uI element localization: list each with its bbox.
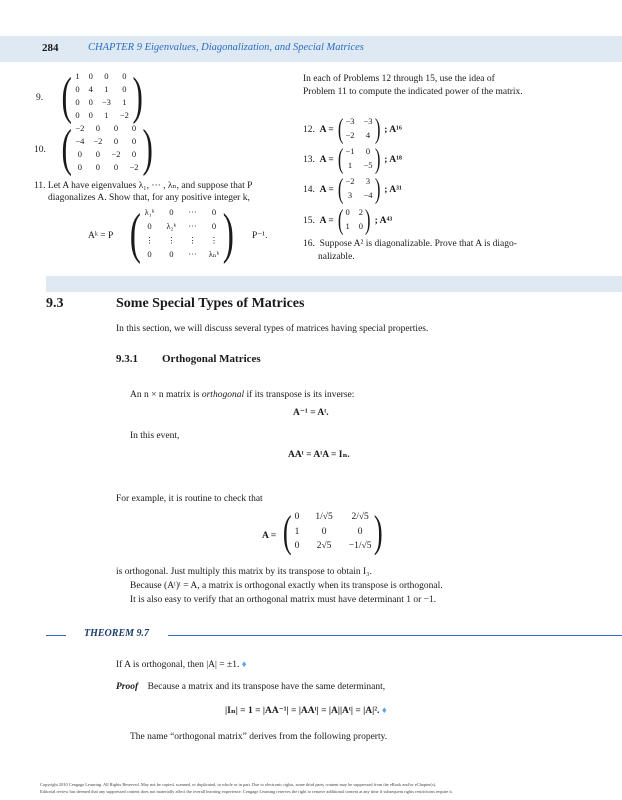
matrix-entry: −2: [75, 123, 85, 133]
footer-copyright-2: Editorial review has deemed that any suppressed content does not materially affect the overall learning experience. Cengage Learning reserves the right to remove additional content at any time if subsequent rights restrictions require it.: [40, 789, 453, 794]
problem-label: 10.: [34, 145, 46, 155]
matrix-entry: 0: [147, 249, 152, 259]
matrix-entry: 1: [75, 71, 80, 81]
matrix-entry: 0: [131, 136, 137, 146]
footer-copyright-1: Copyright 2010 Cengage Learning. All Rights Reserved. May not be copied, scanned, or duplicated, in whole or in part. Due to electronic rights, some third party content may be suppressed from the eBook and/or eChapter(s).: [40, 782, 437, 787]
matrix-entry: 3: [365, 176, 371, 186]
matrix-entry: ⋮: [209, 235, 219, 245]
def-pre: An n × n matrix is: [130, 390, 202, 400]
matrix-entry: 1/√5: [315, 512, 333, 522]
problem-16-line1: [303, 238, 517, 251]
matrix-entry: 0: [104, 71, 109, 81]
section-title: Some Special Types of Matrices: [116, 296, 305, 311]
proof-line: [116, 681, 385, 694]
matrix-entry: 0: [77, 162, 82, 172]
matrix-entry: −3: [363, 116, 373, 126]
problem-10-matrix: ( −2 0 0 0 −4 −2 0 0 0 0 −2 0 0 0 0 −2 ): [61, 120, 153, 177]
matrix-entry: −4: [75, 136, 85, 146]
matrix-lhs: A =: [319, 216, 334, 227]
example-lhs: A =: [262, 531, 277, 541]
matrix-entry: 0: [95, 149, 101, 159]
problems-intro-2: Problem 11 to compute the indicated power of the matrix.: [303, 87, 523, 97]
matrix-entry: 0: [77, 149, 82, 159]
problem-9-matrix: ( 1 0 0 0 0 4 1 0 0 0 −3 1 0 0 1 −2 ): [61, 68, 143, 125]
matrix-grid: [295, 510, 372, 554]
problem-label: 11.: [34, 181, 46, 191]
problem-label: 9.: [36, 93, 44, 103]
problem-text: Let A have eigenvalues λ₁, ··· , λₙ, and suppose that P: [47, 181, 253, 191]
matrix-entry: 1: [104, 84, 109, 94]
matrix-entry: ···: [188, 249, 197, 259]
problem-16-line2: nalizable.: [318, 252, 355, 262]
matrix-entry: 0: [358, 221, 363, 231]
theorem-rule-left: [46, 635, 66, 636]
section-band: [46, 276, 622, 292]
matrix-power: ; A¹⁸: [384, 155, 402, 166]
matrix-power: ; A⁴³: [374, 216, 393, 227]
theorem-statement: [116, 659, 247, 672]
matrix-lhs: A =: [319, 155, 334, 166]
problem-label: 15.: [303, 216, 315, 227]
matrix-entry: 2√5: [316, 541, 332, 552]
matrix-entry: 4: [365, 130, 371, 140]
matrix-entry: ···: [188, 221, 197, 231]
matrix-entry: −3: [345, 116, 355, 126]
matrix-entry: 0: [365, 146, 371, 156]
definition-text: [130, 389, 354, 402]
theorem-title: THEOREM 9.7: [80, 628, 153, 639]
example-matrix: ( 0 1/√5 2/√5 1 0 0 0 2√5 −1/√5 ): [282, 507, 384, 556]
matrix-entry: 0: [95, 123, 101, 133]
problem-label: 16.: [303, 239, 315, 249]
problem-label: 12.: [303, 125, 315, 136]
matrix-entry: 0: [75, 110, 80, 120]
theorem-rule-right: [168, 635, 622, 636]
problem-text: Suppose A² is diagonalizable. Prove that A is diago-: [319, 239, 517, 249]
matrix-grid: [145, 206, 220, 262]
matrix-entry: −4: [363, 190, 373, 200]
matrix-entry: 3: [347, 190, 353, 200]
problems-intro-1: In each of Problems 12 through 15, use the idea of: [303, 74, 495, 84]
closing-text: The name “orthogonal matrix” derives from the following property.: [130, 732, 388, 742]
matrix-entry: −3: [101, 97, 111, 107]
proof-text: Because a matrix and its transpose have the same determinant,: [147, 682, 386, 692]
matrix-lhs: A =: [319, 125, 334, 136]
problem-11-line2: diagonalizes A. Show that, for any positive integer k,: [48, 193, 250, 203]
section-number: 9.3: [46, 296, 64, 311]
matrix-entry: λ₂ᵏ: [166, 221, 177, 231]
matrix-entry: 2/√5: [351, 512, 369, 522]
matrix-entry: 0: [122, 71, 127, 81]
matrix-entry: 0: [294, 512, 300, 522]
problem-12: 12. A = ( −3 −3 −2 4 ) ; A¹⁶: [303, 114, 402, 145]
example-text: For example, it is routine to check that: [116, 494, 263, 504]
matrix-entry: −2: [111, 149, 121, 159]
problem-11-lhs: Aᵏ = P: [88, 231, 114, 241]
problem-label: 13.: [303, 155, 315, 166]
matrix-entry: −1/√5: [348, 541, 372, 552]
matrix-entry: −2: [129, 162, 139, 172]
matrix-grid: [75, 71, 129, 123]
matrix-entry: 1: [104, 110, 109, 120]
matrix-entry: −1: [345, 146, 355, 156]
page-number: 284: [42, 42, 59, 54]
matrix-entry: 0: [75, 84, 80, 94]
matrix-entry: 0: [357, 526, 363, 537]
matrix-entry: 0: [294, 541, 300, 552]
matrix-entry: 0: [75, 97, 80, 107]
matrix-entry: ···: [188, 207, 197, 217]
matrix-entry: 0: [113, 136, 119, 146]
matrix-entry: 1: [122, 97, 127, 107]
matrix-entry: 0: [169, 249, 174, 259]
problem-15: 15. A = ( 0 2 1 0 ) ; A⁴³: [303, 205, 393, 236]
equation-orthogonal: AAᵗ = AᵗA = Iₙ.: [288, 450, 350, 460]
subsection-title: Orthogonal Matrices: [162, 353, 261, 365]
matrix-entry: 0: [211, 207, 217, 217]
after-text-1: is orthogonal. Just multiply this matrix by its transpose to obtain I₃.: [116, 567, 372, 577]
matrix-entry: −5: [363, 160, 373, 170]
matrix-entry: λₙᵏ: [208, 249, 220, 259]
matrix-entry: 4: [88, 84, 93, 94]
proof-eq: |Iₙ| = 1 = |AA⁻¹| = |AAᵗ| = |A||Aᵗ| = |A|².: [225, 706, 380, 716]
matrix-entry: 0: [321, 526, 327, 537]
matrix-power: ; A¹⁶: [384, 125, 402, 136]
matrix-entry: 0: [113, 162, 119, 172]
matrix-entry: ⋮: [145, 235, 154, 245]
matrix-power: ; A³¹: [384, 185, 402, 196]
matrix-entry: 0: [131, 149, 137, 159]
problem-13: 13. A = ( −1 0 1 −5 ) ; A¹⁸: [303, 144, 402, 175]
subsection-number: 9.3.1: [116, 353, 138, 365]
section-intro: In this section, we will discuss several types of matrices having special properties.: [116, 324, 429, 334]
matrix-entry: 0: [95, 162, 101, 172]
matrix-entry: λ₁ᵏ: [144, 207, 155, 217]
matrix-entry: 0: [345, 207, 350, 217]
chapter-title: CHAPTER 9 Eigenvalues, Diagonalization, and Special Matrices: [88, 42, 364, 53]
matrix-entry: 0: [122, 84, 127, 94]
matrix-entry: ⋮: [188, 235, 197, 245]
problem-11-matrix: ( λ₁ᵏ 0 ··· 0 0 λ₂ᵏ ··· 0 ⋮ ⋮ ⋮ ⋮ 0 0 ··· λₙᵏ ): [129, 203, 235, 265]
matrix-entry: 0: [131, 123, 137, 133]
matrix-entry: 0: [88, 110, 93, 120]
after-text-3: It is also easy to verify that an orthogonal matrix must have determinant 1 or −1.: [130, 595, 437, 605]
matrix-entry: −2: [345, 176, 355, 186]
problem-label: 14.: [303, 185, 315, 196]
matrix-entry: 2: [358, 207, 363, 217]
matrix-entry: 0: [211, 221, 217, 231]
end-diamond-icon: ♦: [381, 706, 387, 716]
matrix-entry: 0: [113, 123, 119, 133]
statement-text: If A is orthogonal, then |A| = ±1.: [116, 660, 240, 670]
matrix-lhs: A =: [319, 185, 334, 196]
matrix-entry: −2: [93, 136, 103, 146]
def-post: if its transpose is its inverse:: [244, 390, 355, 400]
matrix-entry: 1: [294, 526, 300, 537]
matrix-entry: 0: [169, 207, 174, 217]
matrix-entry: ⋮: [167, 235, 176, 245]
in-event-text: In this event,: [130, 431, 180, 441]
equation-inverse: A⁻¹ = Aᵗ.: [293, 408, 329, 418]
proof-equation: [225, 705, 387, 718]
matrix-entry: 0: [88, 97, 93, 107]
matrix-entry: 1: [347, 160, 353, 170]
proof-label: Proof: [116, 682, 139, 692]
matrix-entry: −2: [119, 110, 129, 120]
end-diamond-icon: ♦: [241, 660, 247, 670]
matrix-entry: 1: [345, 221, 350, 231]
matrix-entry: 0: [147, 221, 152, 231]
problem-14: 14. A = ( −2 3 3 −4 ) ; A³¹: [303, 174, 402, 205]
matrix-entry: −2: [345, 130, 355, 140]
after-text-2: Because (Aᵗ)ᵗ = A, a matrix is orthogonal exactly when its transpose is orthogonal.: [130, 581, 443, 591]
matrix-grid: [75, 123, 138, 175]
def-term: orthogonal: [201, 390, 245, 400]
problem-11-rhs: P⁻¹.: [252, 231, 268, 241]
matrix-entry: 0: [88, 71, 93, 81]
